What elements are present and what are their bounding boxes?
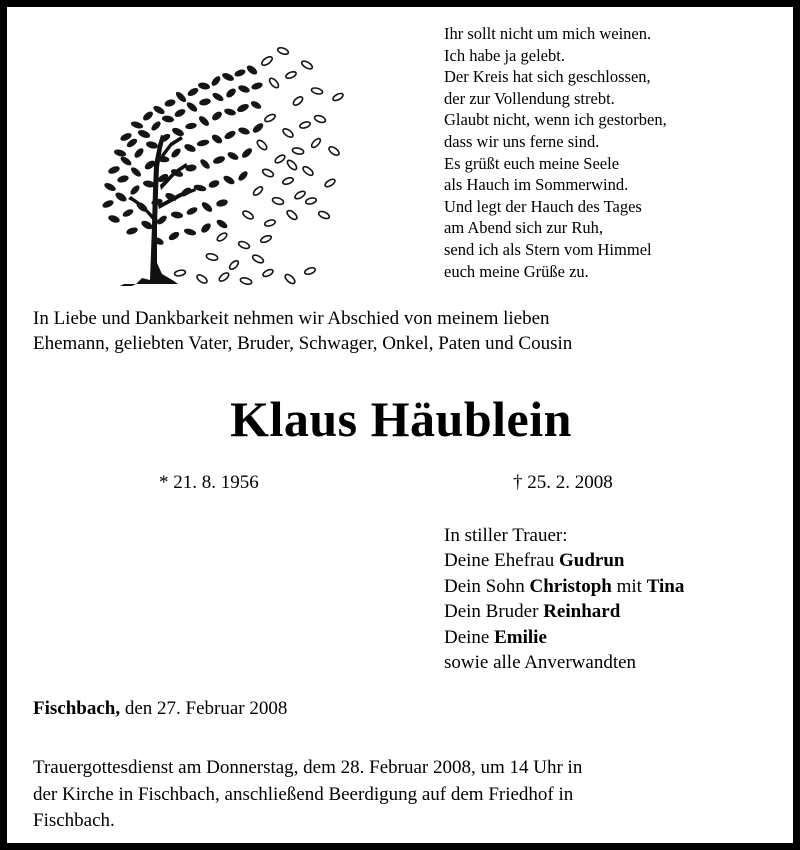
- poem-line: am Abend sich zur Ruh,: [444, 218, 604, 238]
- memorial-poem: [444, 23, 774, 282]
- poem-line: Ich habe ja gelebt.: [444, 45, 565, 65]
- mourner-entry: [444, 599, 774, 624]
- mourners-block: [444, 523, 774, 675]
- poem-line: Es grüßt euch meine Seele: [444, 153, 620, 173]
- poem-line: Und legt der Hauch des Tages: [444, 196, 642, 216]
- place-name: Fischbach,: [33, 698, 121, 719]
- mourner-name: Gudrun: [559, 550, 625, 572]
- windblown-tree-icon: [62, 15, 362, 300]
- notice-inner: [7, 7, 793, 843]
- intro-line: Ehemann, geliebten Vater, Bruder, Schwager, Onkel, Paten und Cousin: [33, 332, 573, 354]
- place-and-date: [33, 696, 769, 721]
- mourner-entry: [444, 548, 774, 573]
- intro-line: In Liebe und Dankbarkeit nehmen wir Abschied von meinem lieben: [33, 308, 550, 329]
- mourner-name: Emilie: [494, 626, 547, 648]
- mourner-name: Christoph: [529, 575, 612, 597]
- poem-line: Glaubt nicht, wenn ich gestorben,: [444, 110, 667, 130]
- birth-date: * 21. 8. 1956: [159, 472, 259, 493]
- service-line: Fischbach.: [33, 810, 115, 831]
- deceased-name: Klaus Häublein: [230, 391, 572, 447]
- poem-line: als Hauch im Sommerwind.: [444, 175, 629, 195]
- mourner-prefix: Dein Sohn: [444, 575, 530, 597]
- mourner-entry: [444, 625, 774, 650]
- deceased-name-block: [33, 390, 769, 448]
- service-line: der Kirche in Fischbach, anschließend Beerdigung auf dem Friedhof in: [33, 783, 574, 805]
- poem-line: Ihr sollt nicht um mich weinen.: [444, 24, 652, 43]
- poem-line: send ich als Stern vom Himmel: [444, 239, 652, 259]
- life-dates: [33, 470, 769, 496]
- mourners-closing: sowie alle Anverwandten: [444, 652, 637, 674]
- mourner-entry: [444, 574, 774, 599]
- poem-line: der zur Vollendung strebt.: [444, 88, 615, 108]
- mourner-prefix: Dein Bruder: [444, 601, 544, 623]
- introduction-text: [33, 307, 769, 356]
- poem-line: dass wir uns ferne sind.: [444, 131, 600, 151]
- mourner-name: Reinhard: [543, 601, 621, 623]
- poem-line: Der Kreis hat sich geschlossen,: [444, 67, 651, 87]
- service-details: [33, 755, 771, 835]
- mourner-connector: mit: [611, 575, 647, 597]
- notice-date: den 27. Februar 2008: [120, 698, 288, 719]
- death-date: † 25. 2. 2008: [513, 472, 613, 493]
- mourners-heading: In stiller Trauer:: [444, 525, 568, 546]
- service-line: Trauergottesdienst am Donnerstag, dem 28. Februar 2008, um 14 Uhr in: [33, 757, 583, 778]
- mourner-name-secondary: Tina: [646, 575, 685, 597]
- header-area: [7, 7, 793, 299]
- mourner-prefix: Deine Ehefrau: [444, 550, 559, 572]
- poem-line: euch meine Grüße zu.: [444, 261, 589, 281]
- mourner-prefix: Deine: [444, 626, 495, 648]
